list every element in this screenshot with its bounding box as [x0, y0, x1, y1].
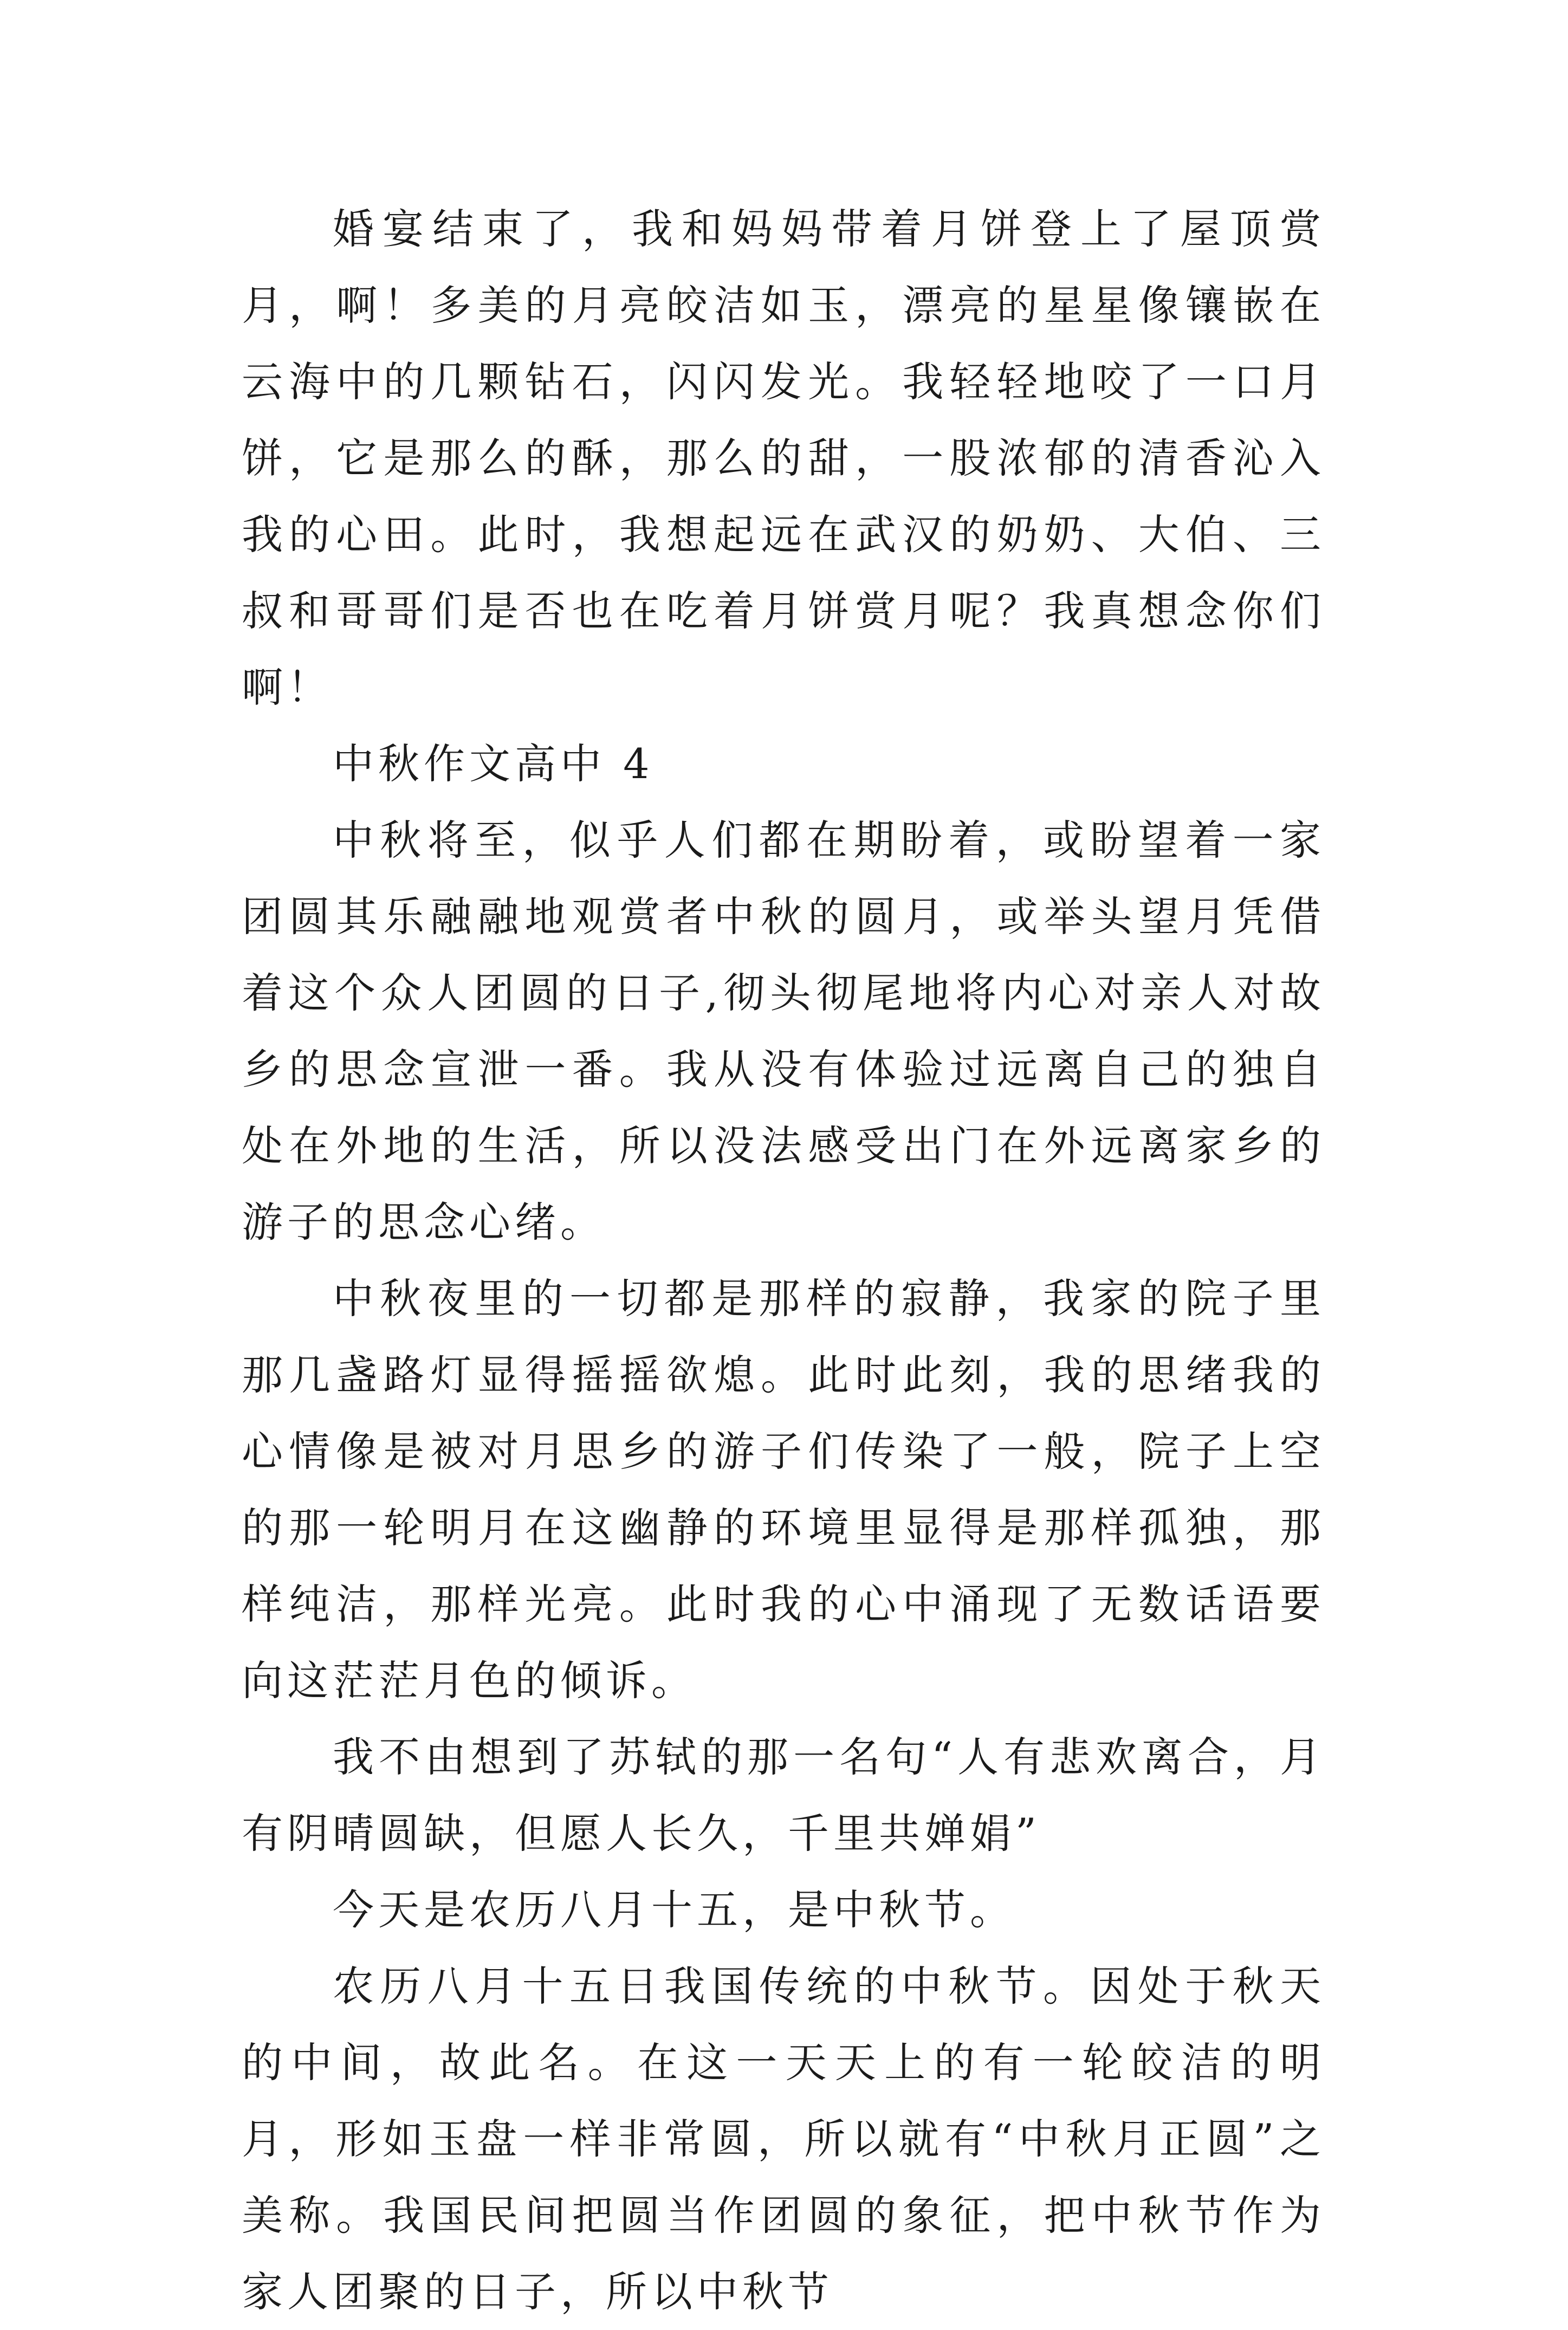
paragraph-lunar-date: 今天是农历八月十五，是中秋节。: [333, 1886, 1015, 1934]
paragraph-wedding-moon: 婚宴结束了，我和妈妈带着月饼登上了屋顶赏月，啊！多美的月亮皎洁如玉，漂亮的星星像镶嵌在云海中的几颗钻石，闪闪发光。我轻轻地咬了一口月饼，它是那么的酥，那么的甜，一股浓郁的清香沁入我的心田。此时，我想起远在武汉的奶奶、大伯、三叔和哥哥们是否也在吃着月饼赏月呢？我真想念你们啊！: [242, 205, 1325, 711]
section-heading: 中秋作文高中 4: [333, 740, 654, 788]
paragraph-mid-autumn-night: 中秋夜里的一切都是那样的寂静，我家的院子里那几盏路灯显得摇摇欲熄。此时此刻，我的思绪我的心情像是被对月思乡的游子们传染了一般，院子上空的那一轮明月在这幽静的环境里显得是那样孤独，那样纯洁，那样光亮。此时我的心中涌现了无数话语要向这茫茫月色的倾诉。: [242, 1274, 1325, 1705]
paragraph-festival-origin: 农历八月十五日我国传统的中秋节。因处于秋天的中间，故此名。在这一天天上的有一轮皎洁的明月，形如玉盘一样非常圆，所以就有“中秋月正圆”之美称。我国民间把圆当作团圆的象征，把中秋节作为家人团聚的日子，所以中秋节: [242, 1962, 1325, 2316]
paragraph-su-shi-quote: 我不由想到了苏轼的那一名句“人有悲欢离合，月有阴晴圆缺，但愿人长久，千里共婵娟”: [242, 1733, 1325, 1857]
paragraph-mid-autumn-approach: 中秋将至，似乎人们都在期盼着，或盼望着一家团圆其乐融融地观赏者中秋的圆月，或举头望月凭借着这个众人团圆的日子,彻头彻尾地将内心对亲人对故乡的思念宣泄一番。我从没有体验过远离自己的独自处在外地的生活，所以没法感受出门在外远离家乡的游子的思念心绪。: [242, 816, 1325, 1246]
document-body: [242, 191, 1325, 2330]
